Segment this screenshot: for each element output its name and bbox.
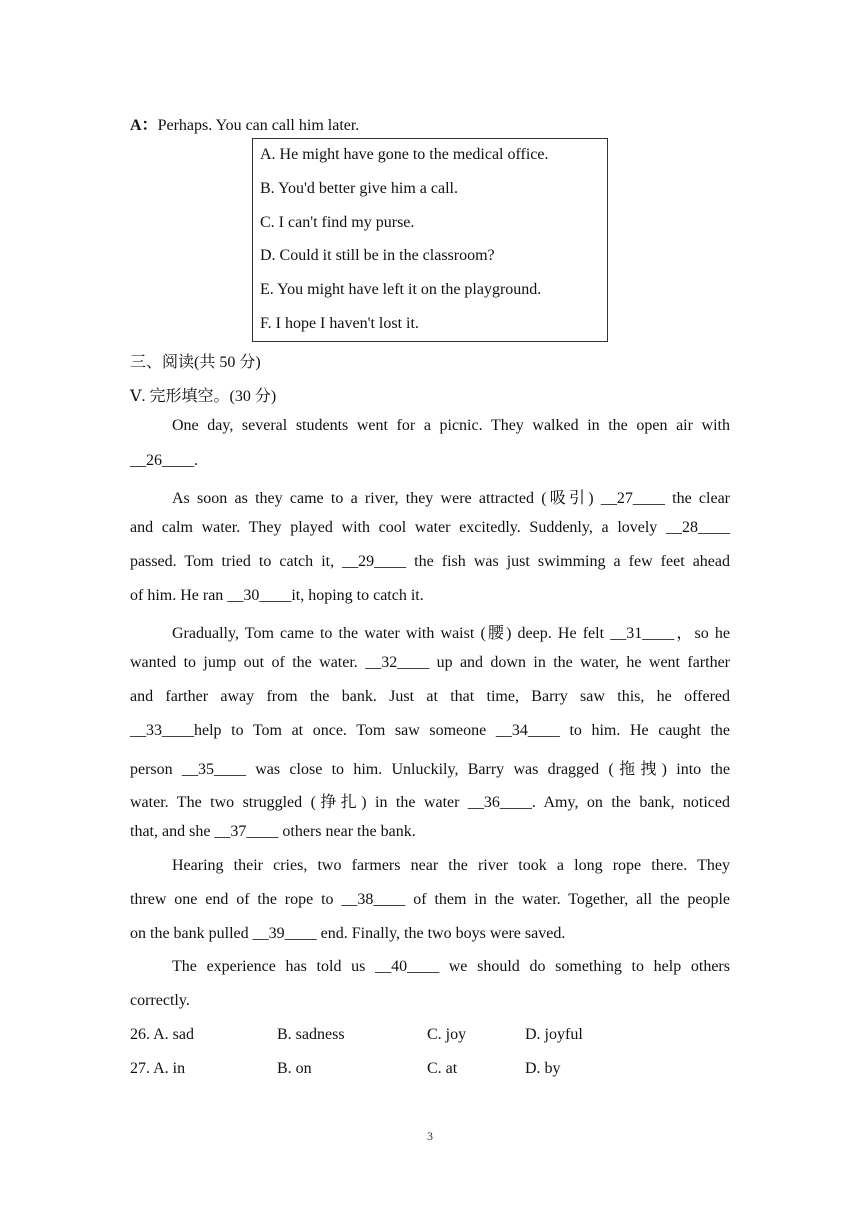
passage-line: on the bank pulled __39____ end. Finally, the two boys were saved. — [130, 925, 566, 942]
passage-line: person __35____ was close to him. Unluckily, Barry was dragged (拖拽) into the — [130, 761, 730, 778]
passage-line: that, and she __37____ others near the bank. — [130, 823, 416, 840]
option-e: E. You might have left it on the playground. — [260, 281, 542, 298]
option-c: C. I can't find my purse. — [260, 214, 415, 231]
answer-blank: __39____ — [252, 925, 317, 942]
speaker-label: A： — [130, 117, 158, 134]
question-26-option-b: B. sadness — [277, 1026, 345, 1043]
option-f: F. I hope I haven't lost it. — [260, 315, 419, 332]
answer-blank: __32____ — [365, 654, 430, 671]
answer-blank: __34____ — [495, 722, 560, 739]
passage-line: One day, several students went for a picnic. They walked in the open air with — [172, 417, 730, 434]
question-27-option-c: C. at — [427, 1060, 458, 1077]
answer-blank: __26____ — [130, 452, 194, 469]
passage-line: correctly. — [130, 992, 190, 1009]
section-heading: 三、阅读(共 50 分) — [130, 354, 261, 371]
answer-blank: __28____ — [666, 519, 730, 536]
passage-line: __33____help to Tom at once. Tom saw someone __34____ to him. He caught the — [130, 722, 731, 739]
question-27-option-d: D. by — [525, 1060, 561, 1077]
passage-line: As soon as they came to a river, they were attracted (吸引) __27____ the clear — [172, 490, 731, 507]
passage-line: and calm water. They played with cool water excitedly. Suddenly, a lovely __28____ — [130, 519, 730, 536]
question-26-option-d: D. joyful — [525, 1026, 583, 1043]
options-box — [252, 138, 608, 342]
passage-line: Hearing their cries, two farmers near the river took a long rope there. They — [172, 857, 730, 874]
question-27-option-b: B. on — [277, 1060, 312, 1077]
dialogue-line — [130, 112, 359, 135]
answer-blank: __30____ — [227, 587, 292, 604]
option-a: A. He might have gone to the medical office. — [260, 146, 549, 163]
answer-blank: __31____ — [610, 625, 675, 642]
question-27-option-a: 27. A. in — [130, 1060, 186, 1077]
answer-blank: __36____ — [467, 794, 532, 811]
page-number: 3 — [427, 1129, 433, 1143]
answer-blank: __35____ — [181, 761, 246, 778]
passage-line: water. The two struggled (挣扎) in the water __36____. Amy, on the bank, noticed — [130, 794, 730, 811]
passage-line: Gradually, Tom came to the water with waist (腰) deep. He felt __31____，so he — [172, 625, 730, 642]
passage-line: The experience has told us __40____ we should do something to help others — [172, 958, 730, 975]
answer-blank: __40____ — [375, 958, 440, 975]
passage-line: __26____. — [130, 452, 198, 469]
passage-line: passed. Tom tried to catch it, __29____ the fish was just swimming a few feet ahead — [130, 553, 731, 570]
question-26-option-a: 26. A. sad — [130, 1026, 194, 1043]
passage-line: threw one end of the rope to __38____ of them in the water. Together, all the people — [130, 891, 730, 908]
answer-blank: __33____ — [130, 722, 194, 739]
answer-blank: __27____ — [600, 490, 665, 507]
dialogue-text: Perhaps. You can call him later. — [157, 117, 360, 134]
option-d: D. Could it still be in the classroom? — [260, 247, 495, 264]
answer-blank: __29____ — [342, 553, 407, 570]
question-26-option-c: C. joy — [427, 1026, 467, 1043]
passage-line: wanted to jump out of the water. __32____ up and down in the water, he went farther — [130, 654, 730, 671]
answer-blank: __38____ — [341, 891, 406, 908]
passage-line: of him. He ran __30____it, hoping to catch it. — [130, 587, 424, 604]
answer-blank: __37____ — [214, 823, 279, 840]
passage-line: and farther away from the bank. Just at that time, Barry saw this, he offered — [130, 688, 730, 705]
sub-heading: Ⅴ. 完形填空。(30 分) — [130, 388, 277, 405]
option-b: B. You'd better give him a call. — [260, 180, 458, 197]
